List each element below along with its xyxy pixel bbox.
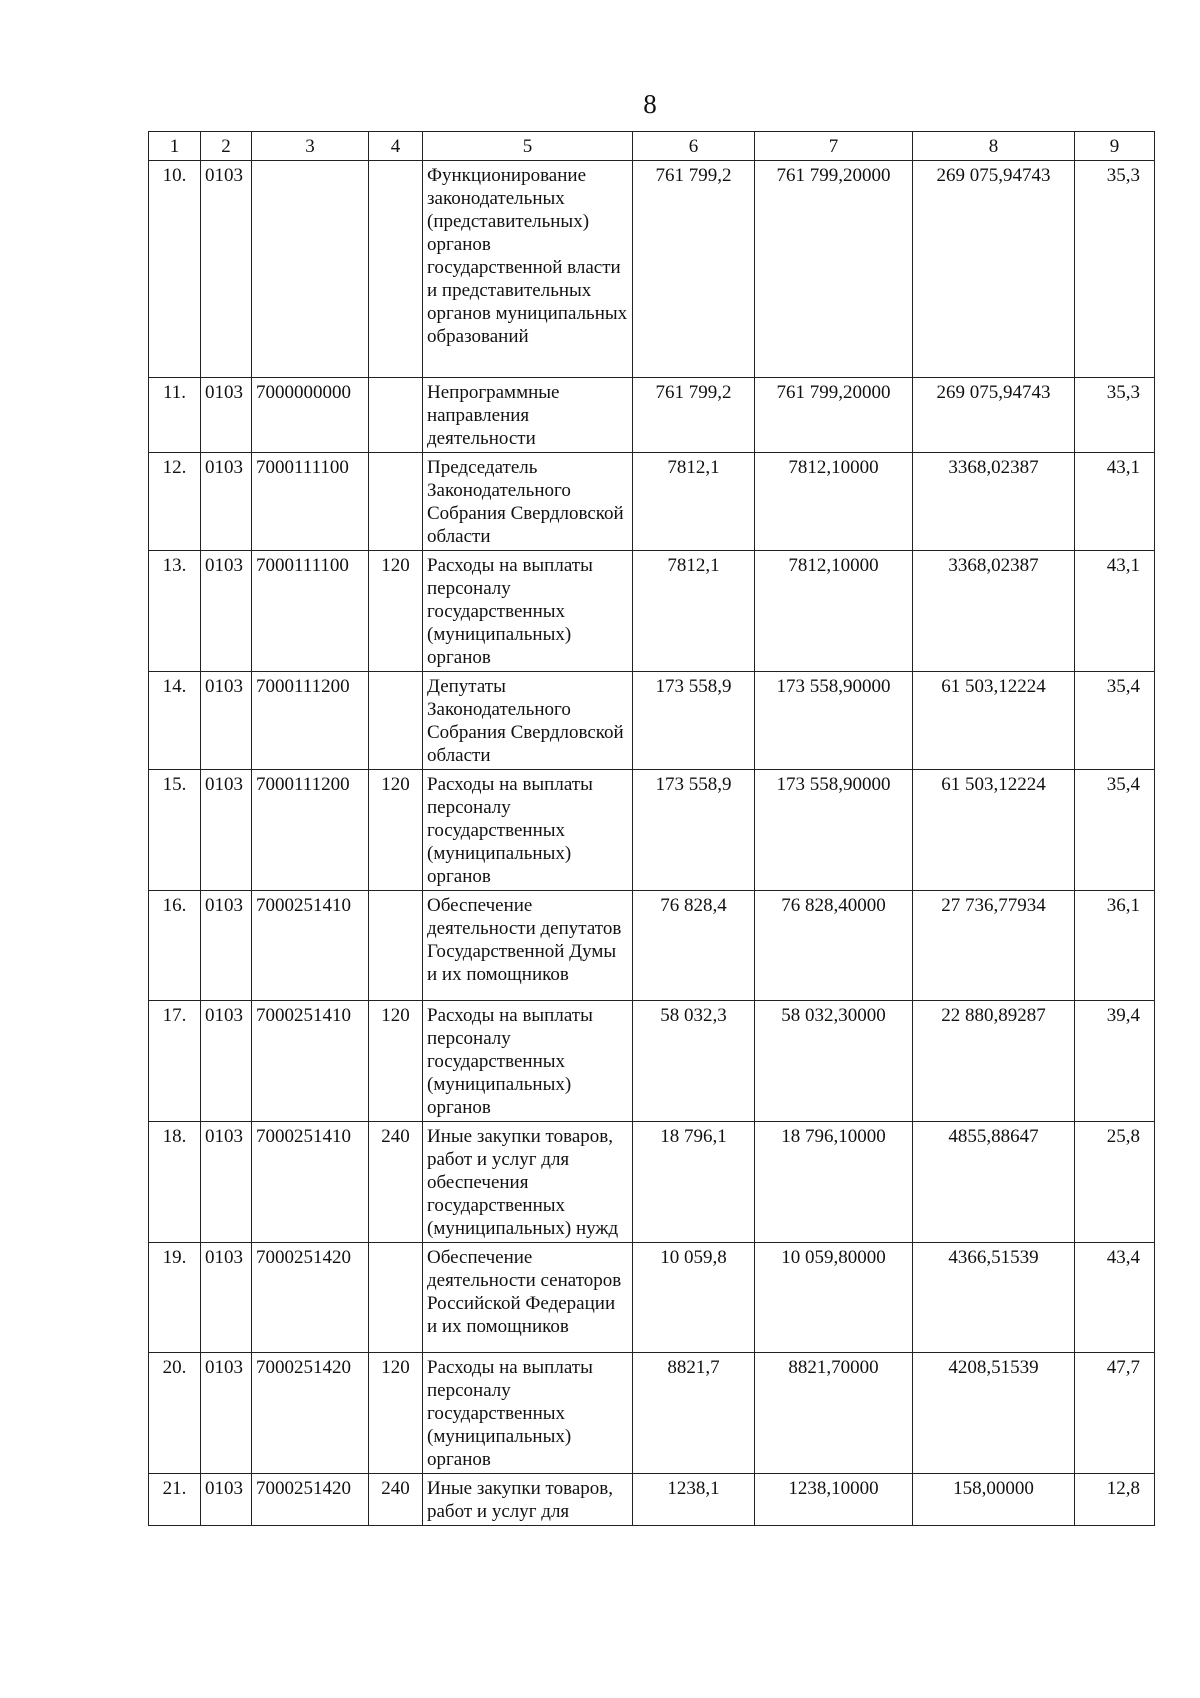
- table-row: [149, 1001, 1155, 1122]
- section-code-cell: 0103: [201, 453, 252, 551]
- row-number-cell: 17.: [149, 1001, 201, 1122]
- table-row: [149, 1474, 1155, 1526]
- approved-amount-cell: 58 032,3: [633, 1001, 755, 1122]
- page-number: 8: [643, 89, 657, 119]
- approved-amount-cell: 76 828,4: [633, 891, 755, 1001]
- executed-amount-cell: 3368,02387: [913, 453, 1075, 551]
- target-article-cell: 7000111200: [252, 672, 369, 770]
- target-article-cell: 7000251420: [252, 1243, 369, 1353]
- column-header-7: 7: [755, 132, 913, 161]
- expense-type-cell: 120: [369, 1001, 423, 1122]
- row-number-cell: 16.: [149, 891, 201, 1001]
- table-row: [149, 161, 1155, 378]
- description-cell: Депутаты Законодательного Собрания Свердловской области: [423, 672, 633, 770]
- executed-amount-cell: 269 075,94743: [913, 161, 1075, 378]
- table-row: [149, 770, 1155, 891]
- description-cell: Председатель Законодательного Собрания Свердловской области: [423, 453, 633, 551]
- refined-amount-cell: 173 558,90000: [755, 672, 913, 770]
- target-article-cell: [252, 161, 369, 378]
- description-cell: Расходы на выплаты персоналу государственных (муниципальных) органов: [423, 1353, 633, 1474]
- executed-amount-cell: 4208,51539: [913, 1353, 1075, 1474]
- executed-amount-cell: 22 880,89287: [913, 1001, 1075, 1122]
- approved-amount-cell: 761 799,2: [633, 378, 755, 453]
- expense-type-cell: [369, 891, 423, 1001]
- row-number-cell: 13.: [149, 551, 201, 672]
- executed-amount-cell: 4366,51539: [913, 1243, 1075, 1353]
- executed-amount-cell: 4855,88647: [913, 1122, 1075, 1243]
- column-header-5: 5: [423, 132, 633, 161]
- section-code-cell: 0103: [201, 672, 252, 770]
- target-article-cell: 7000251420: [252, 1353, 369, 1474]
- execution-percent-cell: 35,4: [1075, 770, 1155, 891]
- execution-percent-cell: 35,4: [1075, 672, 1155, 770]
- section-code-cell: 0103: [201, 1001, 252, 1122]
- execution-percent-cell: 43,1: [1075, 551, 1155, 672]
- approved-amount-cell: 10 059,8: [633, 1243, 755, 1353]
- section-code-cell: 0103: [201, 1243, 252, 1353]
- table-row: [149, 1243, 1155, 1353]
- execution-percent-cell: 39,4: [1075, 1001, 1155, 1122]
- column-header-6: 6: [633, 132, 755, 161]
- approved-amount-cell: 761 799,2: [633, 161, 755, 378]
- expense-type-cell: 120: [369, 770, 423, 891]
- table-row: [149, 453, 1155, 551]
- expense-type-cell: [369, 1243, 423, 1353]
- approved-amount-cell: 8821,7: [633, 1353, 755, 1474]
- target-article-cell: 7000251410: [252, 891, 369, 1001]
- refined-amount-cell: 761 799,20000: [755, 161, 913, 378]
- table-row: [149, 1122, 1155, 1243]
- budget-table: [148, 131, 1155, 1526]
- target-article-cell: 7000000000: [252, 378, 369, 453]
- row-number-cell: 15.: [149, 770, 201, 891]
- executed-amount-cell: 158,00000: [913, 1474, 1075, 1526]
- executed-amount-cell: 3368,02387: [913, 551, 1075, 672]
- description-cell: Непрограммные направления деятельности: [423, 378, 633, 453]
- section-code-cell: 0103: [201, 891, 252, 1001]
- execution-percent-cell: 35,3: [1075, 161, 1155, 378]
- refined-amount-cell: 761 799,20000: [755, 378, 913, 453]
- expense-type-cell: 120: [369, 1353, 423, 1474]
- table-row: [149, 1353, 1155, 1474]
- row-number-cell: 19.: [149, 1243, 201, 1353]
- target-article-cell: 7000251420: [252, 1474, 369, 1526]
- table-row: [149, 551, 1155, 672]
- row-number-cell: 11.: [149, 378, 201, 453]
- description-cell: Иные закупки товаров, работ и услуг для обеспечения государственных (муниципальных) нужд: [423, 1122, 633, 1243]
- refined-amount-cell: 76 828,40000: [755, 891, 913, 1001]
- column-header-1: 1: [149, 132, 201, 161]
- executed-amount-cell: 269 075,94743: [913, 378, 1075, 453]
- approved-amount-cell: 173 558,9: [633, 672, 755, 770]
- execution-percent-cell: 35,3: [1075, 378, 1155, 453]
- executed-amount-cell: 61 503,12224: [913, 672, 1075, 770]
- column-header-2: 2: [201, 132, 252, 161]
- table-row: [149, 378, 1155, 453]
- row-number-cell: 14.: [149, 672, 201, 770]
- target-article-cell: 7000111100: [252, 551, 369, 672]
- expense-type-cell: 240: [369, 1122, 423, 1243]
- refined-amount-cell: 1238,10000: [755, 1474, 913, 1526]
- description-cell: Расходы на выплаты персоналу государственных (муниципальных) органов: [423, 1001, 633, 1122]
- section-code-cell: 0103: [201, 1353, 252, 1474]
- target-article-cell: 7000111100: [252, 453, 369, 551]
- section-code-cell: 0103: [201, 1474, 252, 1526]
- execution-percent-cell: 43,4: [1075, 1243, 1155, 1353]
- column-header-3: 3: [252, 132, 369, 161]
- column-header-8: 8: [913, 132, 1075, 161]
- column-header-9: 9: [1075, 132, 1155, 161]
- expense-type-cell: [369, 161, 423, 378]
- column-header-4: 4: [369, 132, 423, 161]
- row-number-cell: 21.: [149, 1474, 201, 1526]
- description-cell: Расходы на выплаты персоналу государственных (муниципальных) органов: [423, 551, 633, 672]
- executed-amount-cell: 27 736,77934: [913, 891, 1075, 1001]
- refined-amount-cell: 10 059,80000: [755, 1243, 913, 1353]
- expense-type-cell: [369, 453, 423, 551]
- row-number-cell: 20.: [149, 1353, 201, 1474]
- refined-amount-cell: 7812,10000: [755, 453, 913, 551]
- section-code-cell: 0103: [201, 1122, 252, 1243]
- execution-percent-cell: 43,1: [1075, 453, 1155, 551]
- execution-percent-cell: 47,7: [1075, 1353, 1155, 1474]
- description-cell: Обеспечение деятельности сенаторов Российской Федерации и их помощников: [423, 1243, 633, 1353]
- row-number-cell: 12.: [149, 453, 201, 551]
- expense-type-cell: 240: [369, 1474, 423, 1526]
- description-cell: Расходы на выплаты персоналу государственных (муниципальных) органов: [423, 770, 633, 891]
- description-cell: Иные закупки товаров, работ и услуг для: [423, 1474, 633, 1526]
- approved-amount-cell: 173 558,9: [633, 770, 755, 891]
- approved-amount-cell: 18 796,1: [633, 1122, 755, 1243]
- approved-amount-cell: 7812,1: [633, 551, 755, 672]
- section-code-cell: 0103: [201, 770, 252, 891]
- refined-amount-cell: 7812,10000: [755, 551, 913, 672]
- expense-type-cell: [369, 672, 423, 770]
- refined-amount-cell: 173 558,90000: [755, 770, 913, 891]
- table-row: [149, 672, 1155, 770]
- target-article-cell: 7000251410: [252, 1122, 369, 1243]
- refined-amount-cell: 18 796,10000: [755, 1122, 913, 1243]
- table-header-row: [149, 132, 1155, 161]
- section-code-cell: 0103: [201, 161, 252, 378]
- target-article-cell: 7000111200: [252, 770, 369, 891]
- execution-percent-cell: 25,8: [1075, 1122, 1155, 1243]
- execution-percent-cell: 12,8: [1075, 1474, 1155, 1526]
- refined-amount-cell: 8821,70000: [755, 1353, 913, 1474]
- description-cell: Функционирование законодательных (представительных) органов государственной власти и представительных органов муниципальных образований: [423, 161, 633, 378]
- section-code-cell: 0103: [201, 551, 252, 672]
- approved-amount-cell: 7812,1: [633, 453, 755, 551]
- execution-percent-cell: 36,1: [1075, 891, 1155, 1001]
- target-article-cell: 7000251410: [252, 1001, 369, 1122]
- row-number-cell: 10.: [149, 161, 201, 378]
- executed-amount-cell: 61 503,12224: [913, 770, 1075, 891]
- expense-type-cell: 120: [369, 551, 423, 672]
- refined-amount-cell: 58 032,30000: [755, 1001, 913, 1122]
- table-row: [149, 891, 1155, 1001]
- expense-type-cell: [369, 378, 423, 453]
- section-code-cell: 0103: [201, 378, 252, 453]
- approved-amount-cell: 1238,1: [633, 1474, 755, 1526]
- row-number-cell: 18.: [149, 1122, 201, 1243]
- description-cell: Обеспечение деятельности депутатов Государственной Думы и их помощников: [423, 891, 633, 1001]
